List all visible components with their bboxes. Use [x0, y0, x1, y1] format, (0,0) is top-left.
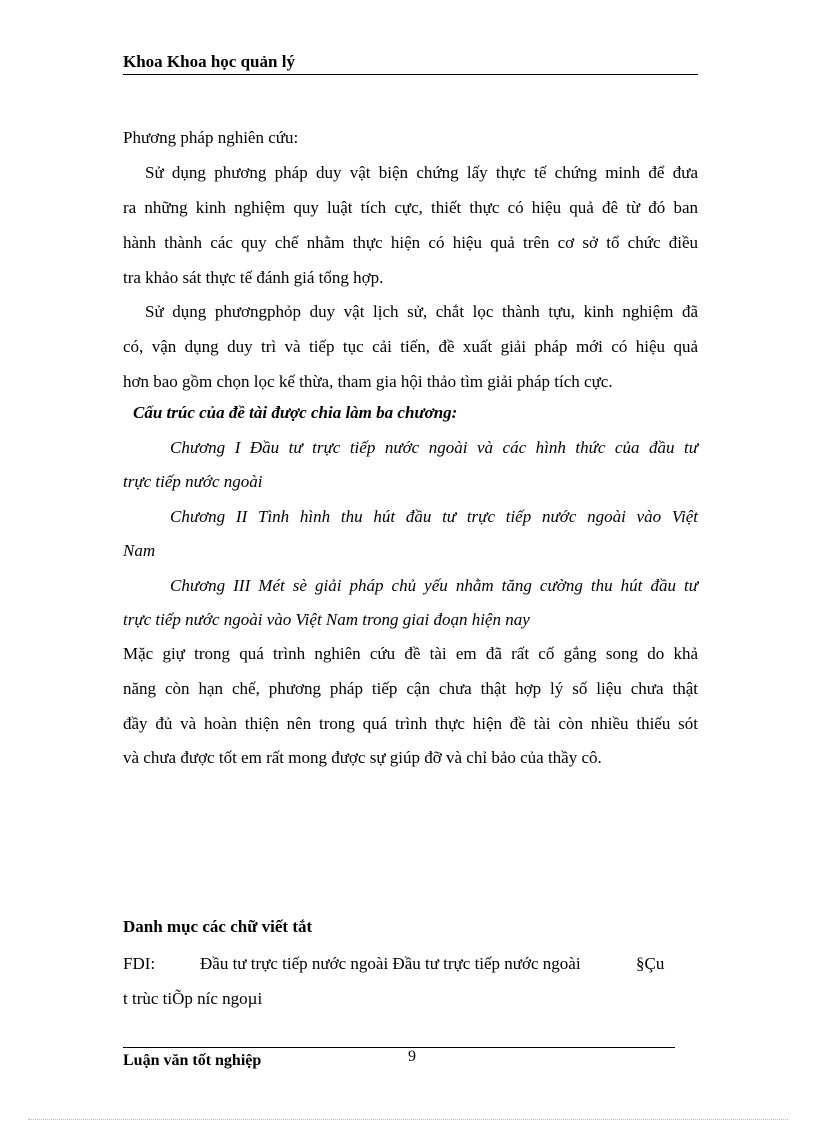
page-footer: Luận văn tốt nghiệp: [123, 1052, 262, 1069]
abbr-value: Đầu tư trực tiếp nước ngoài Đầu tư trực tiếp nước ngoài: [200, 954, 581, 973]
method1-line: ra những kinh nghiệm quy luật tích cực, thiết thực có hiệu quả đê từ đó ban: [123, 198, 698, 217]
closing-line: Mặc giự trong quá trình nghiên cứu đề tài em đã rất cố gắng song do khả: [123, 644, 698, 663]
method2-line: Sử dụng phươngphỏp duy vật lịch sử, chắt lọc thành tựu, kinh nghiệm đã: [145, 302, 698, 321]
chapter-2-line: Chương II Tình hình thu hút đầu tư trực tiếp nước ngoài vào Việt: [170, 507, 698, 526]
chapter-3-line: Chương III Mét sè giải pháp chủ yếu nhằm tăng cường thu hút đầu tư: [170, 576, 698, 595]
method1-line: tra khảo sát thực tế đánh giá tổng hợp.: [123, 268, 384, 287]
abbr-key: FDI:: [123, 954, 156, 973]
structure-title: Cấu trúc của đề tài được chia làm ba chương:: [133, 403, 458, 422]
method1-line: hành thành các quy chế nhằm thực hiện có hiệu quả trên cơ sở tổ chức điều: [123, 233, 698, 252]
page-edge-dotted: [28, 1119, 788, 1120]
chapter-1-line: trực tiếp nước ngoài: [123, 472, 263, 491]
closing-line: đầy đủ và hoàn thiện nên trong quá trình thực hiện đề tài còn nhiều thiếu sót: [123, 714, 698, 733]
page-number: 9: [408, 1048, 416, 1065]
chapter-3-line: trực tiếp nước ngoài vào Việt Nam trong giai đoạn hiện nay: [123, 610, 530, 629]
abbr-tail: §Çu: [636, 954, 665, 973]
abbreviations-title: Danh mục các chữ viết tắt: [123, 917, 313, 936]
method1-line: Sử dụng phương pháp duy vật biện chứng lấy thực tế chứng minh để đưa: [145, 163, 698, 182]
abbr-line2: t trùc tiÕp níc ngoµi: [123, 989, 263, 1008]
method2-line: có, vận dụng duy trì và tiếp tục cải tiến, đề xuất giải pháp mới có hiệu quả: [123, 337, 698, 356]
methods-title: Phương pháp nghiên cứu:: [123, 128, 299, 147]
chapter-1-line: Chương I Đầu tư trực tiếp nước ngoài và các hình thức của đầu tư: [170, 438, 698, 457]
page-header: Khoa Khoa học quản lý: [123, 52, 698, 75]
footer-rule: [123, 1047, 675, 1048]
closing-line: và chưa được tốt em rất mong được sự giúp đỡ và chỉ bảo của thầy cô.: [123, 748, 602, 767]
method2-line: hơn bao gồm chọn lọc kế thừa, tham gia hội thảo tìm giải pháp tích cực.: [123, 372, 613, 391]
chapter-2-line: Nam: [123, 541, 156, 560]
closing-line: năng còn hạn chế, phương pháp tiếp cận chưa thật hợp lý số liệu chưa thật: [123, 679, 698, 698]
